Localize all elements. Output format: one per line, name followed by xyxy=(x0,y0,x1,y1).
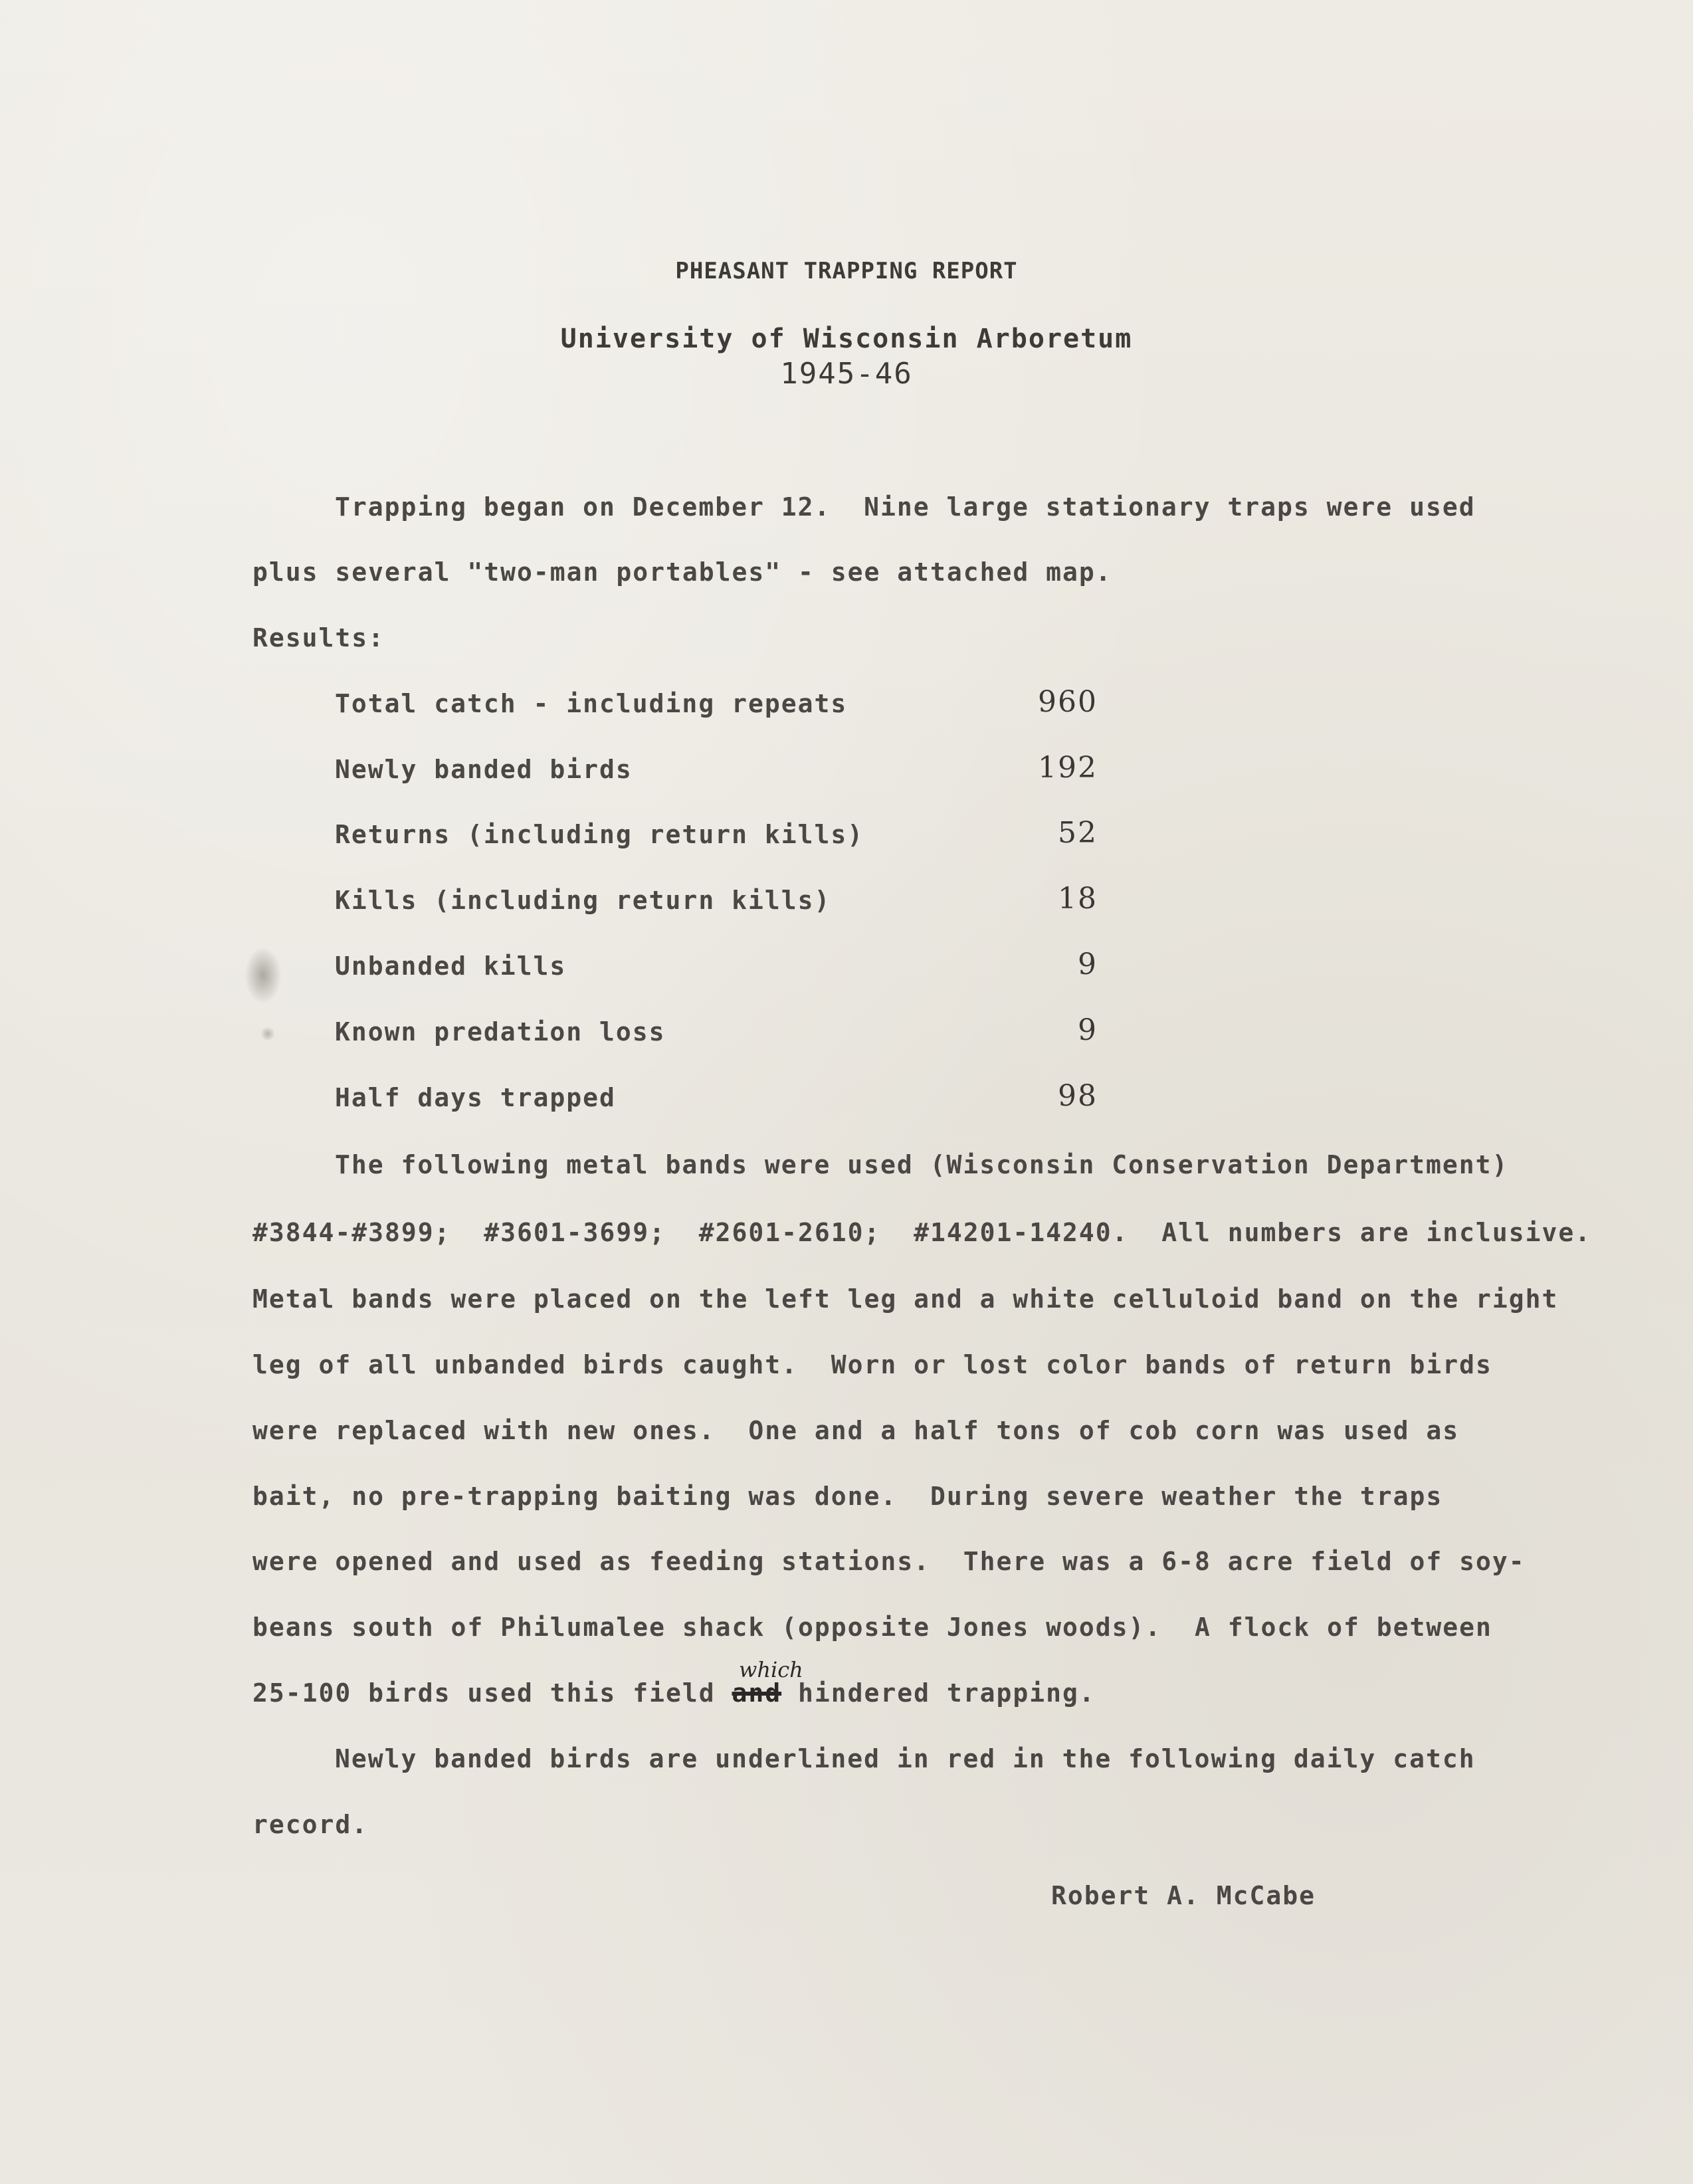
result-label: Unbanded kills xyxy=(335,951,567,981)
last-line-before: 25-100 birds used this field xyxy=(252,1678,732,1708)
struck-word: and xyxy=(732,1678,782,1708)
body-line: were opened and used as feeding stations. There was a 6-8 acre field of soy- xyxy=(252,1547,1526,1576)
result-label: Known predation loss xyxy=(335,1017,666,1046)
result-value: 9 xyxy=(1078,947,1098,981)
result-label: Newly banded birds xyxy=(335,755,633,784)
handwritten-insertion: which xyxy=(739,1657,803,1682)
closing-line-1: Newly banded birds are underlined in red in the following daily catch xyxy=(335,1744,1476,1773)
result-label: Kills (including return kills) xyxy=(335,886,831,915)
result-value: 98 xyxy=(1058,1079,1098,1113)
result-label: Returns (including return kills) xyxy=(335,820,864,849)
body-line-last xyxy=(252,1678,1096,1708)
result-value: 18 xyxy=(1058,882,1098,916)
closing-line-2: record. xyxy=(252,1810,369,1839)
last-line-after: hindered trapping. xyxy=(781,1678,1096,1708)
body-line: were replaced with new ones. One and a half tons of cob corn was used as xyxy=(252,1416,1460,1445)
result-value: 52 xyxy=(1058,816,1098,850)
result-label: Half days trapped xyxy=(335,1083,616,1112)
result-value: 9 xyxy=(1078,1013,1098,1047)
ink-smudge xyxy=(245,947,282,1004)
intro-line-1: Trapping began on December 12. Nine large stationary traps were used xyxy=(335,492,1476,522)
result-label: Total catch - including repeats xyxy=(335,689,848,718)
body-line: The following metal bands were used (Wisconsin Conservation Department) xyxy=(335,1150,1509,1179)
report-title: PHEASANT TRAPPING REPORT xyxy=(675,258,1018,284)
body-line: beans south of Philumalee shack (opposite Jones woods). A flock of between xyxy=(252,1613,1492,1642)
report-year: 1945-46 xyxy=(780,357,913,391)
body-line: bait, no pre-trapping baiting was done. During severe weather the traps xyxy=(252,1482,1443,1511)
ink-smudge xyxy=(260,1027,275,1041)
result-value: 192 xyxy=(1038,751,1098,785)
results-heading: Results: xyxy=(252,623,385,652)
intro-line-2: plus several "two-man portables" - see attached map. xyxy=(252,557,1112,587)
signature-name: Robert A. McCabe xyxy=(1051,1881,1316,1910)
report-subtitle: University of Wisconsin Arboretum xyxy=(560,324,1133,354)
band-numbers-line: #3844-#3899; #3601-3699; #2601-2610; #14201-14240. All numbers are inclusive. xyxy=(252,1218,1592,1247)
body-line: Metal bands were placed on the left leg and a white celluloid band on the right xyxy=(252,1284,1559,1314)
result-value: 960 xyxy=(1038,685,1098,719)
body-line: leg of all unbanded birds caught. Worn or lost color bands of return birds xyxy=(252,1350,1492,1379)
